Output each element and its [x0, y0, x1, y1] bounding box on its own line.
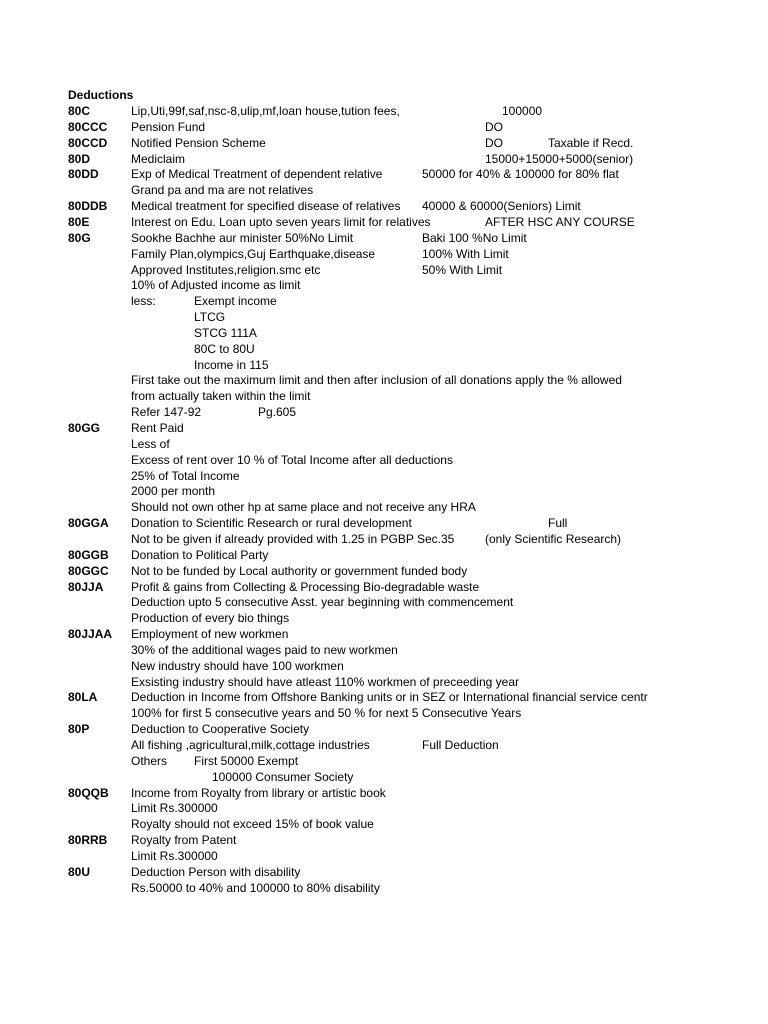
page-title: Deductions — [68, 88, 134, 102]
deduction-description: Mediclaim — [131, 151, 186, 166]
table-row — [0, 689, 768, 705]
table-row — [0, 864, 768, 880]
deduction-description: Deduction Person with disability — [131, 864, 301, 879]
deduction-description: Not to be given if already provided with 1.25 in PGBP Sec.35 — [131, 531, 455, 546]
deduction-description: Rs.50000 to 40% and 100000 to 80% disability — [131, 880, 380, 895]
deduction-description: Grand pa and ma are not relatives — [131, 183, 314, 198]
deduction-description: All fishing ,agricultural,milk,cottage industries — [131, 738, 370, 752]
section-code: 80E — [68, 214, 90, 229]
deduction-description: Excess of rent over 10 % of Total Income after all deductions — [131, 452, 453, 467]
indented-item: First 50000 Exempt — [194, 753, 299, 768]
section-code: 80JJAA — [68, 627, 113, 642]
table-row — [0, 563, 768, 579]
deduction-description: Approved Institutes,religion.smc etc — [131, 262, 321, 277]
table-row — [0, 880, 768, 896]
table-row — [0, 135, 768, 151]
deduction-description: Royalty from Patent — [131, 833, 237, 848]
extra-note: Taxable if Recd. — [548, 135, 634, 150]
deduction-description: 2000 per month — [131, 484, 216, 499]
table-row — [0, 151, 768, 167]
table-row — [0, 626, 768, 642]
deduction-description: Donation to Scientific Research or rural development — [131, 516, 412, 531]
table-row — [0, 404, 768, 420]
deduction-description: Exp of Medical Treatment of dependent relative — [131, 167, 383, 182]
limit-value: 50000 for 40% & 100000 for 80% flat — [422, 167, 619, 182]
table-row — [0, 816, 768, 832]
table-row — [0, 753, 768, 769]
limit-note: 15000+15000+5000(senior) — [485, 151, 634, 166]
deduction-description: Notified Pension Scheme — [131, 135, 266, 150]
table-row — [0, 246, 768, 262]
table-row — [0, 436, 768, 452]
deduction-description: First take out the maximum limit and then after inclusion of all donations apply the % allowed — [131, 373, 622, 388]
indented-item: Pg.605 — [258, 405, 297, 420]
deduction-description: Family Plan,olympics,Guj Earthquake,disease — [131, 246, 376, 261]
section-code: 80G — [68, 230, 91, 245]
deduction-description: Not to be funded by Local authority or government funded body — [131, 563, 468, 578]
section-code: 80P — [68, 722, 90, 737]
table-row — [0, 357, 768, 373]
section-code: 80CCD — [68, 135, 108, 150]
deduction-description: 25% of Total Income — [131, 468, 240, 483]
table-row — [0, 325, 768, 341]
table-row — [0, 262, 768, 278]
table-row — [0, 832, 768, 848]
deduction-description: Deduction to Cooperative Society — [131, 722, 310, 737]
deduction-description: New industry should have 100 workmen — [131, 658, 344, 673]
deduction-description: Deduction upto 5 consecutive Asst. year beginning with commencement — [131, 595, 514, 610]
limit-note: DO — [485, 135, 503, 150]
table-row — [0, 737, 768, 753]
section-code: 80D — [68, 151, 91, 166]
limit-value: Baki 100 %No Limit — [422, 230, 527, 245]
limit-value: 50% With Limit — [422, 262, 503, 277]
deduction-description: Lip,Uti,99f,saf,nsc-8,ulip,mf,loan house,tution fees, — [131, 104, 400, 118]
deduction-description: 100% for first 5 consecutive years and 50 % for next 5 Consecutive Years — [131, 706, 522, 721]
section-code: 80C — [68, 104, 91, 118]
indented-item: 80C to 80U — [194, 341, 255, 356]
table-row — [0, 483, 768, 499]
deduction-description: Sookhe Bachhe aur minister 50%No Limit — [131, 230, 354, 245]
deduction-description: Refer 147-92 — [131, 405, 202, 420]
deduction-description: from actually taken within the limit — [131, 389, 311, 404]
deduction-description: Interest on Edu. Loan upto seven years limit for relatives — [131, 214, 431, 229]
limit-note: (only Scientific Research) — [485, 531, 622, 546]
deduction-description: Less of — [131, 436, 170, 451]
table-row — [0, 547, 768, 563]
table-row — [0, 309, 768, 325]
extra-note: Full — [548, 516, 568, 531]
deduction-description: Production of every bio things — [131, 611, 290, 626]
section-code: 80QQB — [68, 785, 109, 800]
deduction-description: Medical treatment for specified disease of relatives — [131, 199, 401, 214]
deduction-description: 30% of the additional wages paid to new workmen — [131, 642, 398, 657]
deduction-description: Rent Paid — [131, 421, 184, 435]
limit-value: Full Deduction — [422, 738, 499, 752]
deduction-description: Should not own other hp at same place and not receive any HRA — [131, 500, 476, 515]
table-row — [0, 610, 768, 626]
indented-item: Income in 115 — [194, 357, 269, 372]
limit-note: DO — [485, 119, 503, 134]
limit-value: 100% With Limit — [422, 246, 509, 261]
indented-item: LTCG — [194, 310, 226, 325]
table-row — [0, 594, 768, 610]
section-code: 80GGB — [68, 547, 109, 562]
table-row — [0, 848, 768, 864]
table-row — [0, 293, 768, 309]
section-code: 80U — [68, 864, 91, 879]
section-code: 80CCC — [68, 119, 108, 134]
section-code: 80GGC — [68, 563, 109, 578]
table-row — [0, 388, 768, 404]
table-row — [0, 800, 768, 816]
section-code: 80JJA — [68, 579, 104, 594]
table-row — [0, 182, 768, 198]
table-row — [0, 277, 768, 293]
deduction-description: Exsisting industry should have atleast 110% workmen of preceeding year — [131, 674, 519, 689]
limit-note: 100000 — [502, 104, 543, 118]
table-row — [0, 452, 768, 468]
limit-value: 40000 & 60000(Seniors) Limit — [422, 199, 581, 214]
limit-note: AFTER HSC ANY COURSE — [485, 214, 635, 229]
deduction-description: Royalty should not exceed 15% of book value — [131, 817, 374, 832]
table-row — [0, 531, 768, 547]
section-code: 80GGA — [68, 516, 109, 531]
table-row — [0, 372, 768, 388]
table-row — [0, 705, 768, 721]
deduction-description: Limit Rs.300000 — [131, 848, 218, 863]
table-row — [0, 198, 768, 214]
deduction-description: Employment of new workmen — [131, 627, 289, 642]
deduction-description: 10% of Adjusted income as limit — [131, 278, 301, 293]
table-row — [0, 515, 768, 531]
table-row — [0, 642, 768, 658]
table-row — [0, 103, 768, 119]
section-code: 80GG — [68, 421, 101, 435]
section-code: 80LA — [68, 690, 98, 705]
deduction-description: Limit Rs.300000 — [131, 801, 218, 816]
table-row — [0, 674, 768, 690]
section-code: 80DDB — [68, 199, 108, 214]
table-row — [0, 769, 768, 785]
indented-item: STCG 111A — [194, 325, 257, 340]
section-code: 80RRB — [68, 833, 108, 848]
deduction-description: Deduction in Income from Offshore Banking units or in SEZ or International financial service centr — [131, 690, 648, 705]
table-row — [0, 468, 768, 484]
section-code: 80DD — [68, 167, 99, 182]
table-row — [0, 579, 768, 595]
indented-item: Exempt income — [194, 294, 277, 309]
title-row — [0, 87, 768, 103]
table-row — [0, 214, 768, 230]
table-row — [0, 499, 768, 515]
table-row — [0, 785, 768, 801]
table-row — [0, 341, 768, 357]
table-row — [0, 420, 768, 436]
deduction-description: Profit & gains from Collecting & Processing Bio-degradable waste — [131, 579, 480, 594]
table-row — [0, 721, 768, 737]
deduction-description: Others — [131, 753, 168, 768]
deduction-description: less: — [131, 294, 156, 309]
deduction-description: Donation to Political Party — [131, 547, 269, 562]
table-row — [0, 166, 768, 182]
table-row — [0, 119, 768, 135]
deduction-description: Pension Fund — [131, 119, 206, 134]
table-row — [0, 230, 768, 246]
indented-item: 100000 Consumer Society — [212, 769, 354, 784]
table-row — [0, 658, 768, 674]
deduction-description: Income from Royalty from library or artistic book — [131, 785, 386, 800]
